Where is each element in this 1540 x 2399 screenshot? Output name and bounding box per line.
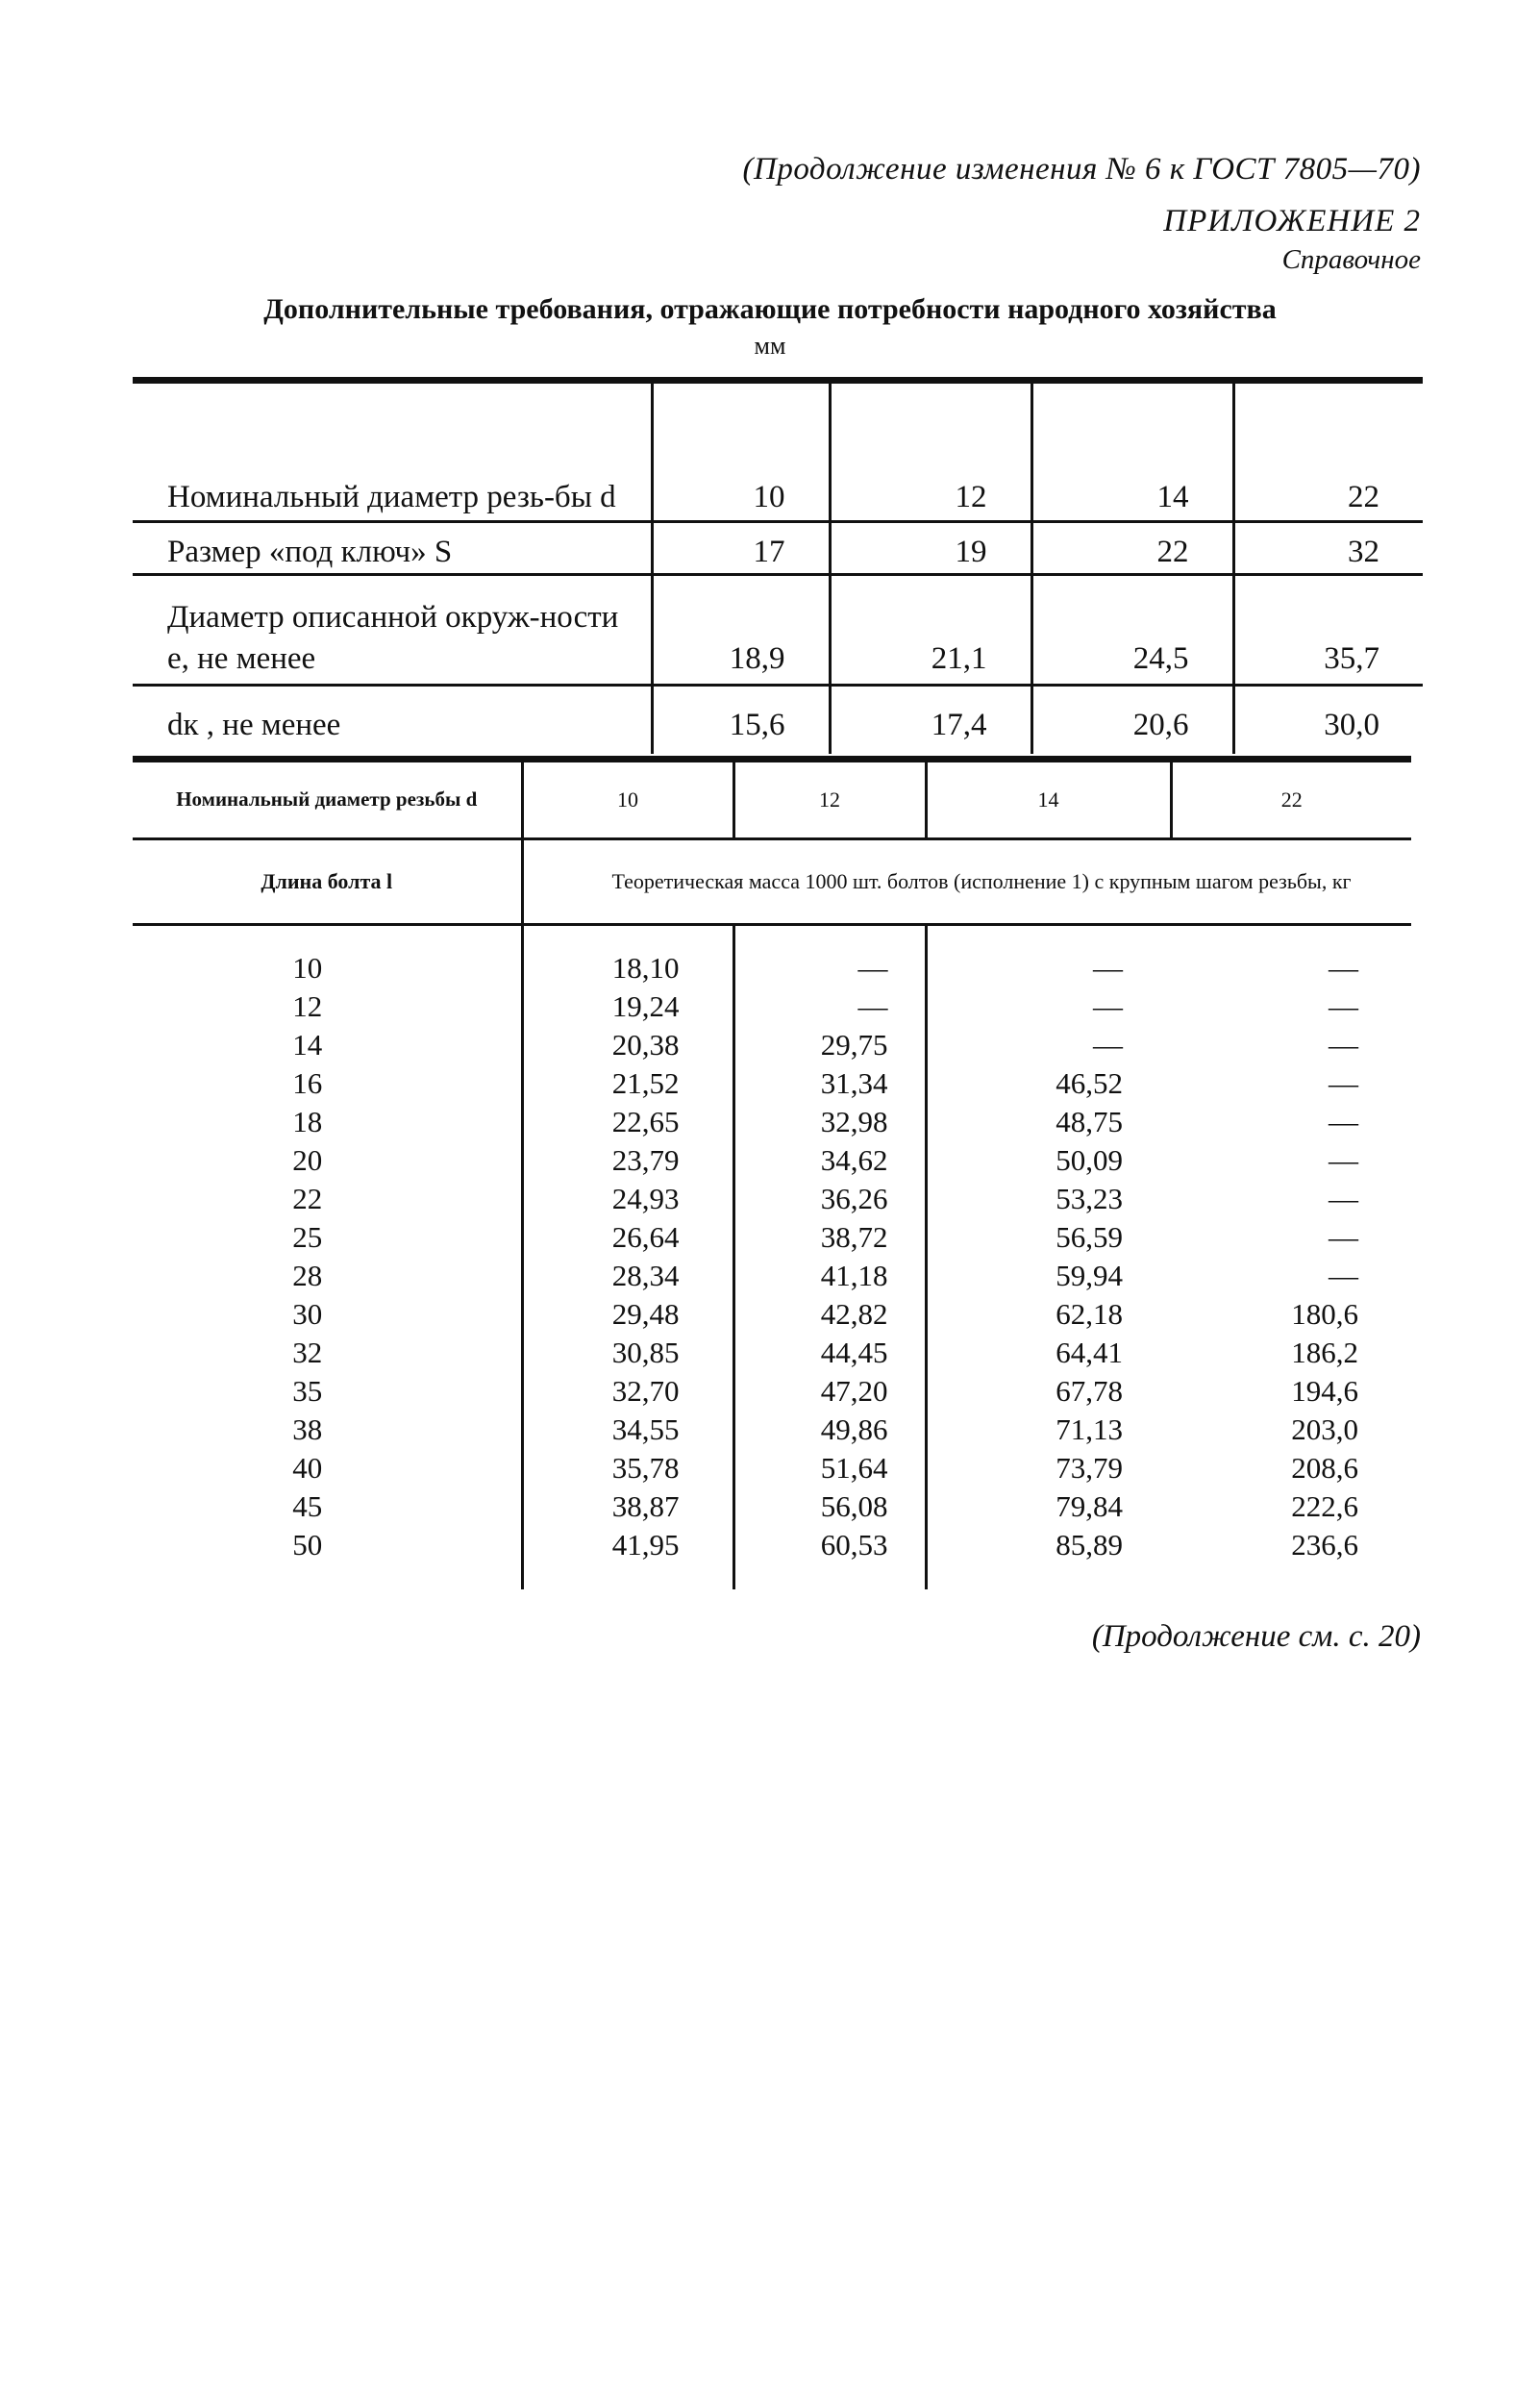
row-label: Номинальный диаметр резь-бы d (133, 381, 652, 522)
table-cell: — (1329, 1182, 1358, 1215)
table-cell: 48,75 (1056, 1105, 1123, 1138)
table-cell: 35 (292, 1374, 323, 1408)
table-cell: 203,0 (1291, 1412, 1358, 1446)
mass-table (133, 756, 1411, 1589)
table-row (133, 381, 1423, 522)
table-cell: 44,45 (820, 1336, 888, 1369)
table-cell: 56,08 (820, 1489, 888, 1523)
table-cell: 18,10 (611, 951, 680, 985)
value-cell: 18,9 (652, 575, 830, 686)
table-cell: 45 (292, 1489, 323, 1523)
table-cell: 28,34 (611, 1259, 680, 1292)
column-header: 22 (1171, 760, 1411, 839)
value-cell: 22 (1233, 381, 1423, 522)
table-cell: 29,48 (611, 1297, 680, 1331)
table-cell: 56,59 (1056, 1220, 1123, 1254)
table-cell: 31,34 (820, 1066, 888, 1100)
table-row (133, 686, 1423, 755)
table-cell: 30 (292, 1297, 323, 1331)
table-cell: — (1329, 1220, 1358, 1254)
table-cell: 18 (292, 1105, 323, 1138)
table-cell: 79,84 (1056, 1489, 1123, 1523)
value-cell: 17 (652, 522, 830, 575)
diameter-header: Номинальный диаметр резьбы d (133, 760, 522, 839)
table-cell: 20,38 (611, 1028, 680, 1062)
table-cell: 186,2 (1291, 1336, 1358, 1369)
value-cell: 12 (830, 381, 1031, 522)
table-cell: 60,53 (820, 1528, 888, 1562)
mass-column-d12 (733, 925, 926, 1590)
table-cell: 42,82 (820, 1297, 888, 1331)
table-cell: — (1329, 989, 1358, 1023)
table-header-row (133, 839, 1411, 925)
table-cell: 64,41 (1056, 1336, 1123, 1369)
column-header: 10 (522, 760, 733, 839)
table-cell: 34,55 (611, 1412, 680, 1446)
page-title: Дополнительные требования, отражающие потребности народного хозяйства (263, 293, 1277, 325)
table-cell: 67,78 (1056, 1374, 1123, 1408)
table-cell: 222,6 (1291, 1489, 1358, 1523)
mass-column-d14 (926, 925, 1171, 1590)
table-body (133, 925, 1411, 1590)
value-cell: 17,4 (830, 686, 1031, 755)
table-cell: 32,98 (820, 1105, 888, 1138)
table-cell: 85,89 (1056, 1528, 1123, 1562)
dimensions-table (133, 377, 1423, 754)
table-cell: 30,85 (611, 1336, 680, 1369)
table-cell: 46,52 (1056, 1066, 1123, 1100)
value-cell: 21,1 (830, 575, 1031, 686)
table-cell: 194,6 (1291, 1374, 1358, 1408)
table-cell: — (1093, 1028, 1123, 1062)
table-cell: 208,6 (1291, 1451, 1358, 1485)
value-cell: 15,6 (652, 686, 830, 755)
table-cell: 16 (292, 1066, 323, 1100)
value-cell: 24,5 (1031, 575, 1233, 686)
table-cell: 20 (292, 1143, 323, 1177)
table-cell: 41,18 (820, 1259, 888, 1292)
table-cell: 25 (292, 1220, 323, 1254)
table-row (133, 575, 1423, 686)
mass-column-d10 (522, 925, 733, 1590)
table-cell: — (1329, 1105, 1358, 1138)
table-cell: 22,65 (611, 1105, 680, 1138)
table-cell: 34,62 (820, 1143, 888, 1177)
table-cell: — (1329, 1143, 1358, 1177)
table-cell: 21,52 (611, 1066, 680, 1100)
value-cell: 32 (1233, 522, 1423, 575)
table-cell: 35,78 (611, 1451, 680, 1485)
column-header: 14 (926, 760, 1171, 839)
table-cell: — (1093, 989, 1123, 1023)
table-cell: 73,79 (1056, 1451, 1123, 1485)
value-cell: 35,7 (1233, 575, 1423, 686)
table-cell: 29,75 (820, 1028, 888, 1062)
table-cell: 36,26 (820, 1182, 888, 1215)
table-cell: 19,24 (611, 989, 680, 1023)
value-cell: 30,0 (1233, 686, 1423, 755)
units-label: мм (754, 332, 786, 360)
mass-header: Теоретическая масса 1000 шт. болтов (исполнение 1) с крупным шагом резьбы, кг (522, 839, 1411, 925)
table-cell: 50 (292, 1528, 323, 1562)
table-cell: 59,94 (1056, 1259, 1123, 1292)
continuation-footer: (Продолжение см. с. 20) (1091, 1619, 1421, 1654)
value-cell: 20,6 (1031, 686, 1233, 755)
table-cell: 71,13 (1056, 1412, 1123, 1446)
length-column (133, 925, 522, 1590)
row-label: dк , не менее (167, 708, 341, 743)
table-cell: 22 (292, 1182, 323, 1215)
table-cell: 38,87 (611, 1489, 680, 1523)
value-cell: 14 (1031, 381, 1233, 522)
value-cell: 22 (1031, 522, 1233, 575)
table-cell: 32,70 (611, 1374, 680, 1408)
mass-column-d22 (1171, 925, 1411, 1590)
value-cell: 19 (830, 522, 1031, 575)
table-cell: 32 (292, 1336, 323, 1369)
table-cell: 62,18 (1056, 1297, 1123, 1331)
table-cell: 14 (292, 1028, 323, 1062)
table-cell: 51,64 (820, 1451, 888, 1485)
table-cell: — (1329, 951, 1358, 985)
table-cell: 12 (292, 989, 323, 1023)
table-cell: — (857, 989, 888, 1023)
table-cell: — (1329, 1259, 1358, 1292)
table-cell: 40 (292, 1451, 323, 1485)
table-cell: 236,6 (1291, 1528, 1358, 1562)
table-cell: 49,86 (820, 1412, 888, 1446)
reference-label: Справочное (1281, 244, 1421, 275)
table-header-row (133, 760, 1411, 839)
table-cell: 53,23 (1056, 1182, 1123, 1215)
table-cell: 38,72 (820, 1220, 888, 1254)
appendix-label: ПРИЛОЖЕНИЕ 2 (1163, 204, 1421, 238)
table-cell: — (1329, 1066, 1358, 1100)
continuation-note: (Продолжение изменения № 6 к ГОСТ 7805—70) (742, 152, 1421, 187)
table-cell: 50,09 (1056, 1143, 1123, 1177)
length-header: Длина болта l (133, 839, 522, 925)
table-cell: 10 (292, 951, 323, 985)
table-cell: 41,95 (611, 1528, 680, 1562)
table-cell: — (1329, 1028, 1358, 1062)
table-cell: 180,6 (1291, 1297, 1358, 1331)
column-header: 12 (733, 760, 926, 839)
row-label: Размер «под ключ» S (133, 522, 652, 575)
value-cell: 10 (652, 381, 830, 522)
table-cell: — (857, 951, 888, 985)
table-cell: 28 (292, 1259, 323, 1292)
table-cell: 26,64 (611, 1220, 680, 1254)
table-cell: 23,79 (611, 1143, 680, 1177)
row-label: Диаметр описанной окруж-ности e, не менее (133, 575, 652, 686)
table-cell: 47,20 (820, 1374, 888, 1408)
table-row (133, 522, 1423, 575)
table-cell: — (1093, 951, 1123, 985)
table-cell: 24,93 (611, 1182, 680, 1215)
table-cell: 38 (292, 1412, 323, 1446)
